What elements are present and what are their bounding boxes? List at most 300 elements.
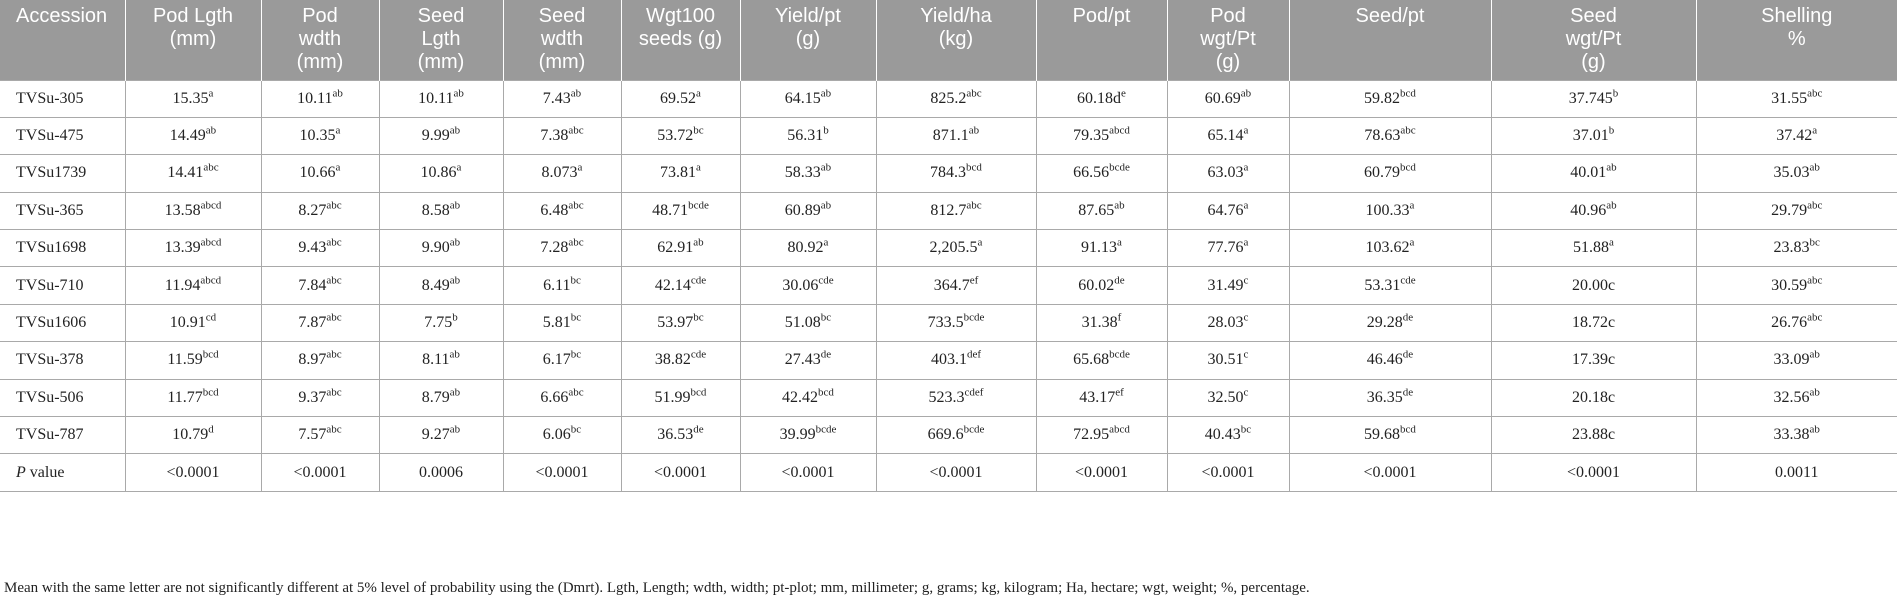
table-row	[0, 155, 1897, 192]
value-cell	[876, 230, 1036, 267]
significance-letters: a	[456, 162, 462, 175]
column-header	[1696, 0, 1897, 80]
cell-value: 30.51	[1207, 351, 1244, 369]
cell-value: TVSu-506	[16, 388, 84, 406]
cell-value: 78.63	[1364, 127, 1401, 145]
value-cell	[503, 304, 621, 341]
significance-letters: abc	[1807, 199, 1823, 212]
significance-letters: cdef	[964, 386, 984, 399]
value-cell	[1696, 342, 1897, 379]
significance-letters: ab	[449, 236, 461, 249]
cell-value: 43.17	[1079, 388, 1116, 406]
value-cell	[1036, 192, 1167, 229]
column-header-text: Wgt100	[646, 5, 715, 27]
p-value-label	[0, 454, 125, 491]
value-cell	[1289, 155, 1491, 192]
significance-letters: abc	[966, 87, 982, 100]
cell-value: 733.5	[927, 314, 964, 332]
table-row	[0, 379, 1897, 416]
value-cell	[1036, 230, 1167, 267]
cell-value: 33.38	[1773, 426, 1810, 444]
cell-value: 37.745	[1568, 89, 1613, 107]
table-row	[0, 417, 1897, 454]
significance-letters: ab	[449, 199, 461, 212]
cell-value: 10.79	[172, 426, 209, 444]
column-header	[1167, 0, 1289, 80]
value-cell	[876, 192, 1036, 229]
value-cell	[261, 417, 379, 454]
p-value-cell: <0.0001	[621, 454, 740, 491]
cell-value: 2,205.5	[929, 239, 978, 257]
value-cell	[379, 379, 503, 416]
cell-value: 27.43	[784, 351, 821, 369]
cell-value: 51.99	[654, 388, 691, 406]
cell-value: 30.06	[782, 276, 819, 294]
significance-letters: a	[696, 87, 701, 100]
cell-value: 10.66	[299, 164, 336, 182]
cell-value: 37.42	[1776, 127, 1813, 145]
value-cell	[379, 342, 503, 379]
p-value-cell: <0.0001	[261, 454, 379, 491]
column-header-text: Seed	[417, 5, 465, 27]
value-cell	[876, 117, 1036, 154]
column-header	[0, 0, 125, 80]
cell-value: 31.49	[1207, 276, 1244, 294]
value-cell	[1167, 80, 1289, 117]
p-value-cell: <0.0001	[1491, 454, 1696, 491]
significance-letters: bcd	[1400, 87, 1416, 100]
value-cell	[621, 417, 740, 454]
cell-value: 64.76	[1207, 201, 1244, 219]
significance-letters: bcd	[202, 386, 219, 399]
cell-value: 6.11	[543, 276, 571, 294]
value-cell	[261, 304, 379, 341]
column-header-text: (mm)	[296, 51, 344, 73]
cell-value: 812.7	[930, 201, 967, 219]
cell-value: 11.77	[167, 388, 203, 406]
value-cell	[1491, 117, 1696, 154]
column-header-text: wgt/Pt	[1200, 28, 1256, 50]
cell-value: 403.1	[930, 351, 967, 369]
value-cell	[621, 80, 740, 117]
significance-letters: cde	[690, 274, 707, 287]
value-cell	[125, 117, 261, 154]
table-row	[0, 80, 1897, 117]
column-header	[621, 0, 740, 80]
cell-value: 825.2	[930, 89, 967, 107]
column-header-text: (kg)	[938, 28, 974, 50]
significance-letters: bcde	[815, 423, 837, 436]
p-value-cell: <0.0001	[125, 454, 261, 491]
cell-value: 14.41	[167, 164, 204, 182]
value-cell	[621, 379, 740, 416]
cell-value: 7.28	[540, 239, 569, 257]
significance-letters: de	[1402, 386, 1414, 399]
value-cell	[876, 304, 1036, 341]
value-cell	[125, 230, 261, 267]
value-cell	[740, 192, 876, 229]
significance-letters: bcde	[1109, 162, 1130, 175]
cell-value: 10.86	[420, 164, 457, 182]
accession-cell	[0, 230, 125, 267]
cell-value: 6.48	[540, 201, 569, 219]
value-cell	[379, 417, 503, 454]
value-cell	[621, 342, 740, 379]
significance-letters: a	[1243, 236, 1249, 249]
significance-letters: c	[1243, 311, 1249, 324]
cell-value: 60.02	[1078, 276, 1115, 294]
significance-letters: abc	[966, 199, 982, 212]
value-cell	[125, 379, 261, 416]
value-cell	[1167, 230, 1289, 267]
significance-letters: bcd	[1400, 423, 1416, 436]
value-cell	[261, 267, 379, 304]
value-cell	[1491, 379, 1696, 416]
significance-letters: bcde	[688, 199, 709, 212]
column-header-text: Pod	[1210, 5, 1246, 27]
significance-letters: abc	[326, 386, 342, 399]
cell-value: 20.18c	[1571, 388, 1616, 406]
p-value-row	[0, 454, 1897, 491]
value-cell	[379, 80, 503, 117]
column-header	[379, 0, 503, 80]
column-header	[1036, 0, 1167, 80]
significance-letters: ab	[1809, 386, 1820, 399]
value-cell	[1289, 192, 1491, 229]
significance-letters: bcde	[963, 311, 985, 324]
value-cell	[379, 230, 503, 267]
significance-letters: de	[820, 349, 832, 362]
cell-value: 8.79	[421, 388, 450, 406]
cell-value: 9.99	[421, 127, 450, 145]
significance-letters: ab	[205, 124, 217, 137]
value-cell	[1167, 379, 1289, 416]
value-cell	[503, 379, 621, 416]
cell-value: 42.42	[782, 388, 819, 406]
cell-value: 66.56	[1073, 164, 1110, 182]
significance-letters: ef	[969, 274, 979, 287]
value-cell	[876, 417, 1036, 454]
value-cell	[1036, 304, 1167, 341]
value-cell	[876, 342, 1036, 379]
significance-letters: a	[208, 87, 214, 100]
significance-letters: ab	[1114, 199, 1125, 212]
p-value-cell: <0.0001	[740, 454, 876, 491]
cell-value: 51.88	[1573, 239, 1610, 257]
value-cell	[876, 379, 1036, 416]
p-value-cell: 0.0006	[379, 454, 503, 491]
column-header	[261, 0, 379, 80]
cell-value: 59.82	[1364, 89, 1401, 107]
significance-letters: abc	[203, 162, 219, 175]
accession-cell	[0, 304, 125, 341]
significance-letters: abc	[326, 274, 342, 287]
table-row	[0, 230, 1897, 267]
column-header-text: Seed/pt	[1355, 5, 1425, 27]
value-cell	[1036, 117, 1167, 154]
cell-value: 6.17	[542, 351, 571, 369]
cell-value: 80.92	[787, 239, 824, 257]
cell-value: TVSu-378	[16, 351, 84, 369]
cell-value: TVSu-787	[16, 426, 84, 444]
cell-value: 8.11	[422, 351, 450, 369]
significance-letters: b	[823, 124, 829, 137]
value-cell	[876, 267, 1036, 304]
significance-letters: de	[693, 423, 704, 436]
significance-letters: bcde	[1109, 349, 1130, 362]
value-cell	[740, 230, 876, 267]
significance-letters: a	[1409, 199, 1415, 212]
significance-letters: de	[1402, 349, 1414, 362]
value-cell	[1036, 342, 1167, 379]
p-label-rest: value	[25, 463, 65, 481]
value-cell	[740, 155, 876, 192]
significance-letters: a	[1409, 236, 1415, 249]
column-header	[1491, 0, 1696, 80]
significance-letters: bc	[570, 349, 582, 362]
cell-value: 9.43	[298, 239, 327, 257]
significance-letters: ab	[1809, 162, 1820, 175]
significance-letters: a	[1243, 162, 1249, 175]
significance-letters: bcde	[963, 423, 985, 436]
cell-value: 7.75	[424, 314, 453, 332]
significance-letters: bc	[1809, 236, 1820, 249]
significance-letters: abcd	[200, 236, 222, 249]
cell-value: 7.57	[298, 426, 327, 444]
accession-cell	[0, 267, 125, 304]
value-cell	[1289, 342, 1491, 379]
column-header-text: Seed	[538, 5, 586, 27]
cell-value: 60.79	[1364, 164, 1401, 182]
cell-value: 36.53	[657, 426, 694, 444]
value-cell	[261, 192, 379, 229]
value-cell	[1696, 379, 1897, 416]
table-body	[0, 80, 1897, 491]
significance-letters: ab	[820, 162, 832, 175]
significance-letters: d	[208, 423, 214, 436]
column-header-text: (mm)	[417, 51, 465, 73]
column-header-text: wdth	[298, 28, 342, 50]
table-row	[0, 117, 1897, 154]
value-cell	[740, 117, 876, 154]
cell-value: 6.06	[542, 426, 571, 444]
value-cell	[125, 267, 261, 304]
significance-letters: ab	[693, 236, 704, 249]
significance-letters: b	[452, 311, 458, 324]
significance-letters: abc	[1807, 87, 1823, 100]
significance-letters: a	[1609, 236, 1614, 249]
significance-letters: a	[977, 236, 983, 249]
significance-letters: bcd	[690, 386, 707, 399]
cell-value: 60.69	[1204, 89, 1241, 107]
cell-value: 48.71	[652, 201, 689, 219]
cell-value: 9.37	[298, 388, 327, 406]
significance-letters: abc	[568, 199, 584, 212]
cell-value: 42.14	[654, 276, 691, 294]
value-cell	[1696, 117, 1897, 154]
significance-letters: bcd	[966, 162, 982, 175]
cell-value: 9.27	[421, 426, 450, 444]
significance-letters: bc	[693, 311, 704, 324]
cell-value: 7.43	[542, 89, 571, 107]
value-cell	[1696, 192, 1897, 229]
cell-value: 53.31	[1364, 276, 1401, 294]
column-header-text: Yield/ha	[920, 5, 992, 27]
column-header	[740, 0, 876, 80]
value-cell	[1491, 80, 1696, 117]
significance-letters: abc	[568, 124, 584, 137]
table-footnote: Mean with the same letter are not significantly different at 5% level of probability using the (Dmrt). Lgth, Length; wdth, width; pt-plot; mm, millimeter; g, grams; kg, kilogram; Ha, hectare; wgt, weight; %, percentage.	[4, 580, 1310, 596]
significance-letters: ab	[820, 87, 832, 100]
significance-letters: abc	[1807, 311, 1823, 324]
cell-value: 64.15	[784, 89, 821, 107]
column-header-text: Accession	[16, 5, 108, 27]
cell-value: TVSu-475	[16, 127, 84, 145]
significance-letters: abc	[326, 311, 342, 324]
significance-letters: bc	[570, 423, 582, 436]
significance-letters: cde	[690, 349, 707, 362]
value-cell	[740, 417, 876, 454]
significance-letters: ab	[1809, 423, 1820, 436]
value-cell	[503, 117, 621, 154]
cell-value: 11.94	[164, 276, 201, 294]
column-header-text: (mm)	[169, 28, 217, 50]
column-header-text: (g)	[1215, 51, 1241, 73]
value-cell	[1491, 417, 1696, 454]
column-header-text: Shelling	[1761, 5, 1833, 27]
value-cell	[1167, 417, 1289, 454]
cell-value: 10.91	[169, 314, 206, 332]
significance-letters: ab	[449, 124, 461, 137]
cell-value: 53.72	[657, 127, 694, 145]
significance-letters: c	[1243, 386, 1249, 399]
value-cell	[1167, 192, 1289, 229]
cell-value: 669.6	[927, 426, 964, 444]
column-header-text: (mm)	[538, 51, 586, 73]
significance-letters: abc	[326, 199, 342, 212]
cell-value: 72.95	[1073, 426, 1110, 444]
significance-letters: de	[1114, 274, 1125, 287]
value-cell	[1036, 417, 1167, 454]
cell-value: 40.43	[1204, 426, 1241, 444]
significance-letters: abcd	[1109, 423, 1130, 436]
cell-value: 7.84	[298, 276, 327, 294]
cell-value: 60.89	[784, 201, 821, 219]
significance-letters: ab	[1240, 87, 1252, 100]
column-header	[1289, 0, 1491, 80]
significance-letters: bc	[1240, 423, 1252, 436]
value-cell	[1036, 80, 1167, 117]
significance-letters: a	[335, 162, 341, 175]
significance-letters: bc	[693, 124, 704, 137]
value-cell	[740, 379, 876, 416]
cell-value: 13.58	[164, 201, 201, 219]
cell-value: 103.62	[1365, 239, 1410, 257]
value-cell	[1696, 80, 1897, 117]
cell-value: 58.33	[784, 164, 821, 182]
column-header-text: (g)	[1581, 51, 1606, 73]
cell-value: TVSu1698	[16, 239, 87, 257]
value-cell	[740, 304, 876, 341]
significance-letters: bc	[570, 311, 582, 324]
value-cell	[621, 230, 740, 267]
cell-value: TVSu1739	[16, 164, 87, 182]
significance-letters: ab	[449, 386, 461, 399]
cell-value: 8.073	[541, 164, 578, 182]
value-cell	[1696, 417, 1897, 454]
cell-value: 17.39c	[1571, 351, 1616, 369]
significance-letters: ab	[1606, 199, 1617, 212]
value-cell	[503, 417, 621, 454]
accession-cell	[0, 192, 125, 229]
cell-value: 29.28	[1366, 314, 1403, 332]
accession-cell	[0, 342, 125, 379]
cell-value: TVSu-710	[16, 276, 84, 294]
cell-value: 63.03	[1207, 164, 1244, 182]
cell-value: 8.97	[298, 351, 327, 369]
cell-value: 5.81	[542, 314, 571, 332]
significance-letters: ab	[449, 349, 460, 362]
cell-value: 9.90	[421, 239, 450, 257]
cell-value: 8.27	[298, 201, 327, 219]
column-header	[876, 0, 1036, 80]
cell-value: 871.1	[932, 127, 969, 145]
value-cell	[261, 379, 379, 416]
significance-letters: ab	[449, 423, 461, 436]
cell-value: 8.49	[421, 276, 450, 294]
value-cell	[261, 230, 379, 267]
significance-letters: cd	[205, 311, 217, 324]
cell-value: 60.18d	[1077, 89, 1122, 107]
cell-value: 38.82	[654, 351, 691, 369]
cell-value: 35.03	[1773, 164, 1810, 182]
column-header-text: wdth	[540, 28, 584, 50]
value-cell	[1289, 230, 1491, 267]
value-cell	[503, 80, 621, 117]
column-header	[125, 0, 261, 80]
value-cell	[740, 267, 876, 304]
cell-value: 65.68	[1073, 351, 1110, 369]
value-cell	[1289, 417, 1491, 454]
accession-cell	[0, 80, 125, 117]
value-cell	[261, 117, 379, 154]
value-cell	[621, 267, 740, 304]
value-cell	[1036, 155, 1167, 192]
significance-letters: ab	[968, 124, 980, 137]
cell-value: 33.09	[1773, 351, 1810, 369]
cell-value: 36.35	[1366, 388, 1403, 406]
cell-value: 87.65	[1078, 201, 1115, 219]
value-cell	[1491, 192, 1696, 229]
accession-cell	[0, 379, 125, 416]
value-cell	[125, 304, 261, 341]
p-value-cell: 0.0011	[1696, 454, 1897, 491]
table-header	[0, 0, 1897, 80]
cell-value: 784.3	[930, 164, 967, 182]
value-cell	[261, 80, 379, 117]
significance-letters: bc	[570, 274, 581, 287]
column-header-text: Yield/pt	[775, 5, 841, 27]
column-header-text: (g)	[795, 28, 821, 50]
value-cell	[379, 304, 503, 341]
value-cell	[1036, 267, 1167, 304]
cell-value: 40.96	[1570, 201, 1607, 219]
value-cell	[621, 192, 740, 229]
significance-letters: ab	[570, 87, 582, 100]
p-value-cell: <0.0001	[1036, 454, 1167, 491]
value-cell	[1491, 155, 1696, 192]
p-value-cell: <0.0001	[503, 454, 621, 491]
